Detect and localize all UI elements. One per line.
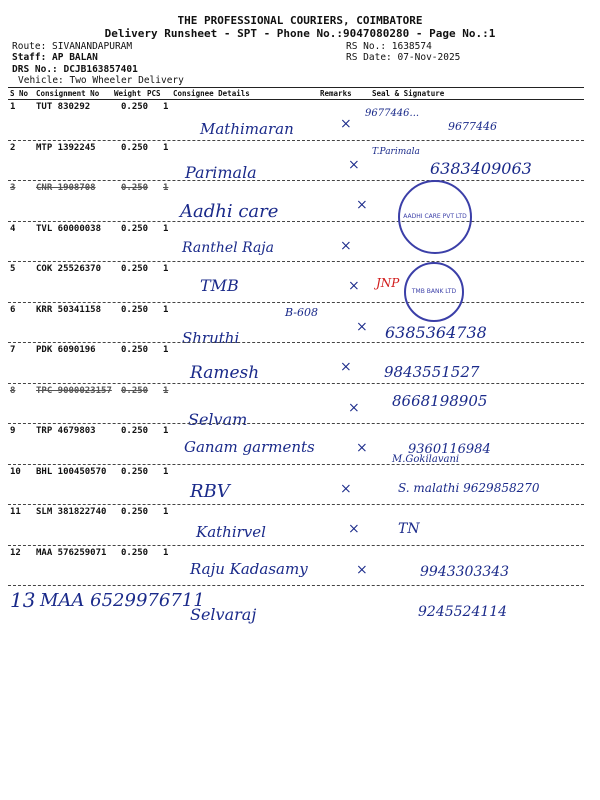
row-weight: 0.250 xyxy=(121,142,149,153)
row-remark-mark: × xyxy=(348,399,360,416)
row-signature: S. malathi 9629858270 xyxy=(398,480,540,495)
row-consignee-name: Selvam xyxy=(188,409,248,429)
rs-no-label: RS No.: 1638574 xyxy=(346,41,432,52)
row-weight: 0.250 xyxy=(121,223,149,234)
row-remark-mark: × xyxy=(348,156,360,173)
row-remark-mark: × xyxy=(348,278,360,294)
row-signature: JNP xyxy=(376,276,400,290)
row9-phone-hand: 9360116984 xyxy=(408,442,491,457)
row-remark-mark: × xyxy=(340,116,352,132)
row-weight: 0.250 xyxy=(121,264,149,274)
row-consignee-name: Ramesh xyxy=(190,363,260,383)
row-sno: 2 xyxy=(10,142,16,153)
row-consignee-name: Shruthi xyxy=(182,328,240,347)
header-bottom-rule xyxy=(8,99,584,100)
row-consignee-name: Parimala xyxy=(185,162,257,182)
row-separator xyxy=(8,585,584,586)
staff-label: Staff: AP BALAN xyxy=(12,52,98,63)
route-label: Route: SIVANANDAPURAM xyxy=(12,41,133,52)
vehicle-label: Vehicle: Two Wheeler Delivery xyxy=(18,75,184,86)
row-consignment-no: TPC 9000023157 xyxy=(36,385,112,396)
row-remark-mark: × xyxy=(340,480,352,497)
row13-name-hand: Selvaraj xyxy=(190,605,257,624)
row-weight: 0.250 xyxy=(121,547,149,558)
row-consignment-no: BHL 100450570 xyxy=(36,466,107,477)
rs-date-label: RS Date: 07-Nov-2025 xyxy=(346,52,461,63)
row-weight: 0.250 xyxy=(121,304,149,315)
row-pcs: 1 xyxy=(163,426,169,436)
row-remark-mark: × xyxy=(356,318,368,335)
row-consignee-name: Ranthel Raja xyxy=(182,239,274,256)
row-pcs: 1 xyxy=(163,466,169,477)
row-consignee-name: Ganam garments xyxy=(184,438,315,456)
row-consignment-no: COK 25526370 xyxy=(36,264,102,274)
runsheet-subtitle: Delivery Runsheet - SPT - Phone No.:9047080280 - Page No.:1 xyxy=(104,27,496,40)
row-signature: 6383409063 xyxy=(430,158,532,178)
row-sno: 9 xyxy=(10,426,16,436)
col-seal: Seal & Signature xyxy=(372,89,445,98)
stamp-aadhi-care xyxy=(398,180,472,254)
row-consignment-no: TVL 60000038 xyxy=(36,223,102,234)
company-title: THE PROFESSIONAL COURIERS, COIMBATORE xyxy=(177,14,423,27)
header-top-rule xyxy=(8,87,584,88)
row-consignee-name: Mathimaran xyxy=(200,120,294,138)
row13-sno-hand: 13 xyxy=(10,588,36,612)
row-pcs: 1 xyxy=(163,102,169,112)
row-remark-mark: × xyxy=(356,561,368,578)
col-weight: Weight xyxy=(114,89,142,98)
row-signature: 9677446... xyxy=(365,108,420,119)
row-consignee-name: RBV xyxy=(190,480,230,502)
stamp-aadhi-text: AADHI CARE PVT LTD xyxy=(403,213,467,220)
row-separator xyxy=(8,342,584,343)
row13-consignment-hand: MAA 6529976711 xyxy=(40,590,205,611)
row-weight: 0.250 xyxy=(121,102,149,112)
row-pcs: 1 xyxy=(163,142,169,153)
row-remark-mark: × xyxy=(356,440,368,456)
row-consignment-no: MTP 1392245 xyxy=(36,142,96,153)
row-signature: 9843551527 xyxy=(384,363,480,381)
row-pcs: 1 xyxy=(163,385,169,396)
row-separator xyxy=(8,545,584,546)
row-consignee-name: Aadhi care xyxy=(180,201,279,222)
col-sno: S No xyxy=(10,89,29,98)
row-sno: 11 xyxy=(10,507,21,517)
row-sno: 3 xyxy=(10,183,16,193)
row-signature: 9943303343 xyxy=(420,563,510,580)
row-separator xyxy=(8,464,584,465)
row-signature: TN xyxy=(398,521,420,537)
row-separator xyxy=(8,140,584,141)
row-weight: 0.250 xyxy=(121,183,149,193)
row-consignment-no: TRP 4679803 xyxy=(36,426,96,436)
row-separator xyxy=(8,504,584,505)
row-signature: M.Gokilavani xyxy=(392,454,460,465)
row-consignment-no: TUT 830292 xyxy=(36,102,91,112)
row-separator xyxy=(8,261,584,262)
row-sno: 8 xyxy=(10,385,16,396)
row-remark-mark: × xyxy=(356,197,368,213)
row-weight: 0.250 xyxy=(121,466,149,477)
row-consignment-no: PDK 6090196 xyxy=(36,345,96,355)
row-pcs: 1 xyxy=(163,547,169,558)
row-consignment-no: MAA 576259071 xyxy=(36,547,107,558)
row-sno: 1 xyxy=(10,102,16,112)
row-separator xyxy=(8,302,584,303)
col-consignee: Consignee Details xyxy=(173,89,250,98)
col-consignment: Consignment No xyxy=(36,89,100,98)
row-separator xyxy=(8,221,584,222)
drs-label: DRS No.: DCJB163857401 xyxy=(12,64,138,75)
row-sno: 4 xyxy=(10,223,16,234)
row-remark-mark: × xyxy=(348,521,360,537)
row-remark-mark: × xyxy=(340,237,352,254)
row1-extra-hand: 9677446 xyxy=(448,120,497,133)
row-weight: 0.250 xyxy=(121,507,149,517)
row-consignee-name: TMB xyxy=(200,276,239,295)
row-weight: 0.250 xyxy=(121,345,149,355)
row-pcs: 1 xyxy=(163,345,169,355)
row-separator xyxy=(8,180,584,181)
row-sno: 12 xyxy=(10,547,21,558)
row-consignment-no: KRR 50341158 xyxy=(36,304,102,315)
b608-hand: B-608 xyxy=(285,306,318,319)
row13-sig-hand: 9245524114 xyxy=(418,604,508,620)
row-consignee-name: Raju Kadasamy xyxy=(190,559,308,578)
row-pcs: 1 xyxy=(163,223,169,234)
row-sno: 6 xyxy=(10,304,16,315)
row-signature: 8668198905 xyxy=(392,391,488,410)
row-signature: 6385364738 xyxy=(385,322,487,342)
row-consignee-name: Kathirvel xyxy=(196,523,266,541)
row-pcs: 1 xyxy=(163,507,169,517)
row2-extra-hand: T.Parimala xyxy=(372,147,420,157)
row-sno: 10 xyxy=(10,466,21,477)
row-consignment-no: SLM 381822740 xyxy=(36,507,107,517)
row-separator xyxy=(8,383,584,384)
row-separator xyxy=(8,423,584,424)
row-weight: 0.250 xyxy=(121,385,149,396)
col-pcs: PCS xyxy=(147,89,161,98)
row-pcs: 1 xyxy=(163,304,169,315)
row-consignment-no: CNR 1908708 xyxy=(36,183,96,193)
row-pcs: 1 xyxy=(163,183,169,193)
row-remark-mark: × xyxy=(340,359,352,375)
row-sno: 5 xyxy=(10,264,16,274)
stamp-tmb-text: TMB BANK LTD xyxy=(411,288,457,295)
stamp-tmb-bank xyxy=(404,262,464,322)
row-sno: 7 xyxy=(10,345,16,355)
row-weight: 0.250 xyxy=(121,426,149,436)
row-pcs: 1 xyxy=(163,264,169,274)
col-remarks: Remarks xyxy=(320,89,352,98)
